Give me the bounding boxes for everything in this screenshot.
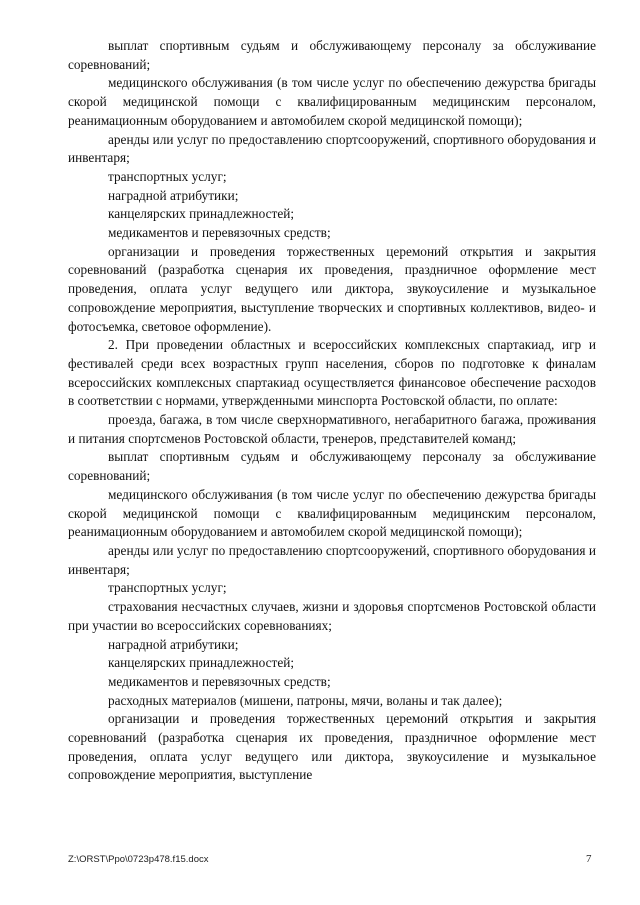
page-number: 7 [586, 853, 592, 865]
paragraph: страхования несчастных случаев, жизни и здоровья спортсменов Ростовской области при участии во всероссийских соревнованиях; [68, 599, 596, 633]
paragraph: медикаментов и перевязочных средств; [108, 225, 331, 241]
footer-file-path: Z:\ORST\Ppo\0723p478.f15.docx [68, 854, 209, 865]
paragraph: проезда, багажа, в том числе сверхнормативного, негабаритного багажа, проживания и питания спортсменов Ростовской области, тренеров, представителей команд; [68, 412, 596, 446]
paragraph: 2. При проведении областных и всероссийских комплексных спартакиад, игр и фестивалей среди всех возрастных групп населения, сборов по подготовке к финалам всероссийских комплексных спартакиад осуществляется финансовое обеспечение расходов в соответствии с нормами, утвержденными минспорта Ростовской области, по оплате: [68, 337, 596, 409]
paragraph: выплат спортивным судьям и обслуживающему персоналу за обслуживание соревнований; [68, 38, 596, 72]
paragraph: медицинского обслуживания (в том числе услуг по обеспечению дежурства бригады скорой медицинской помощи с квалифицированным медицинским персоналом, реанимационным оборудованием и автомобилем скорой медицинской помощи); [68, 486, 596, 540]
paragraph: организации и проведения торжественных церемоний открытия и закрытия соревнований (разработка сценария их проведения, праздничное оформление мест проведения, оплата услуг ведущего или диктора, звукоусиление и музыкальное сопровождение мероприятия, выступление творческих и спортивных коллективов, видео- и фотосъемка, световое оформление). [68, 243, 596, 334]
paragraph: канцелярских принадлежностей; [108, 206, 295, 222]
paragraph: наградной атрибутики; [108, 187, 239, 203]
paragraph: медицинского обслуживания (в том числе услуг по обеспечению дежурства бригады скорой медицинской помощи с квалифицированным медицинским персоналом, реанимационным оборудованием и автомобилем скорой медицинской помощи); [68, 75, 596, 128]
paragraph: организации и проведения торжественных церемоний открытия и закрытия соревнований (разработка сценария их проведения, праздничное оформление мест проведения, оплата услуг ведущего или диктора, звукоусиление и музыкальное сопровождение мероприятия, выступление [68, 711, 596, 783]
paragraph: медикаментов и перевязочных средств; [108, 673, 331, 689]
paragraph: аренды или услуг по предоставлению спортсооружений, спортивного оборудования и инвентаря; [68, 542, 596, 577]
paragraph: транспортных услуг; [108, 168, 227, 184]
document-body [68, 37, 596, 785]
paragraph: наградной атрибутики; [108, 636, 239, 652]
paragraph: транспортных услуг; [108, 580, 227, 596]
paragraph: канцелярских принадлежностей; [108, 655, 295, 671]
paragraph: выплат спортивным судьям и обслуживающему персоналу за обслуживание соревнований; [68, 449, 596, 484]
paragraph: расходных материалов (мишени, патроны, мячи, воланы и так далее); [108, 692, 503, 708]
paragraph: аренды или услуг по предоставлению спортсооружений, спортивного оборудования и инвентаря; [68, 131, 596, 166]
